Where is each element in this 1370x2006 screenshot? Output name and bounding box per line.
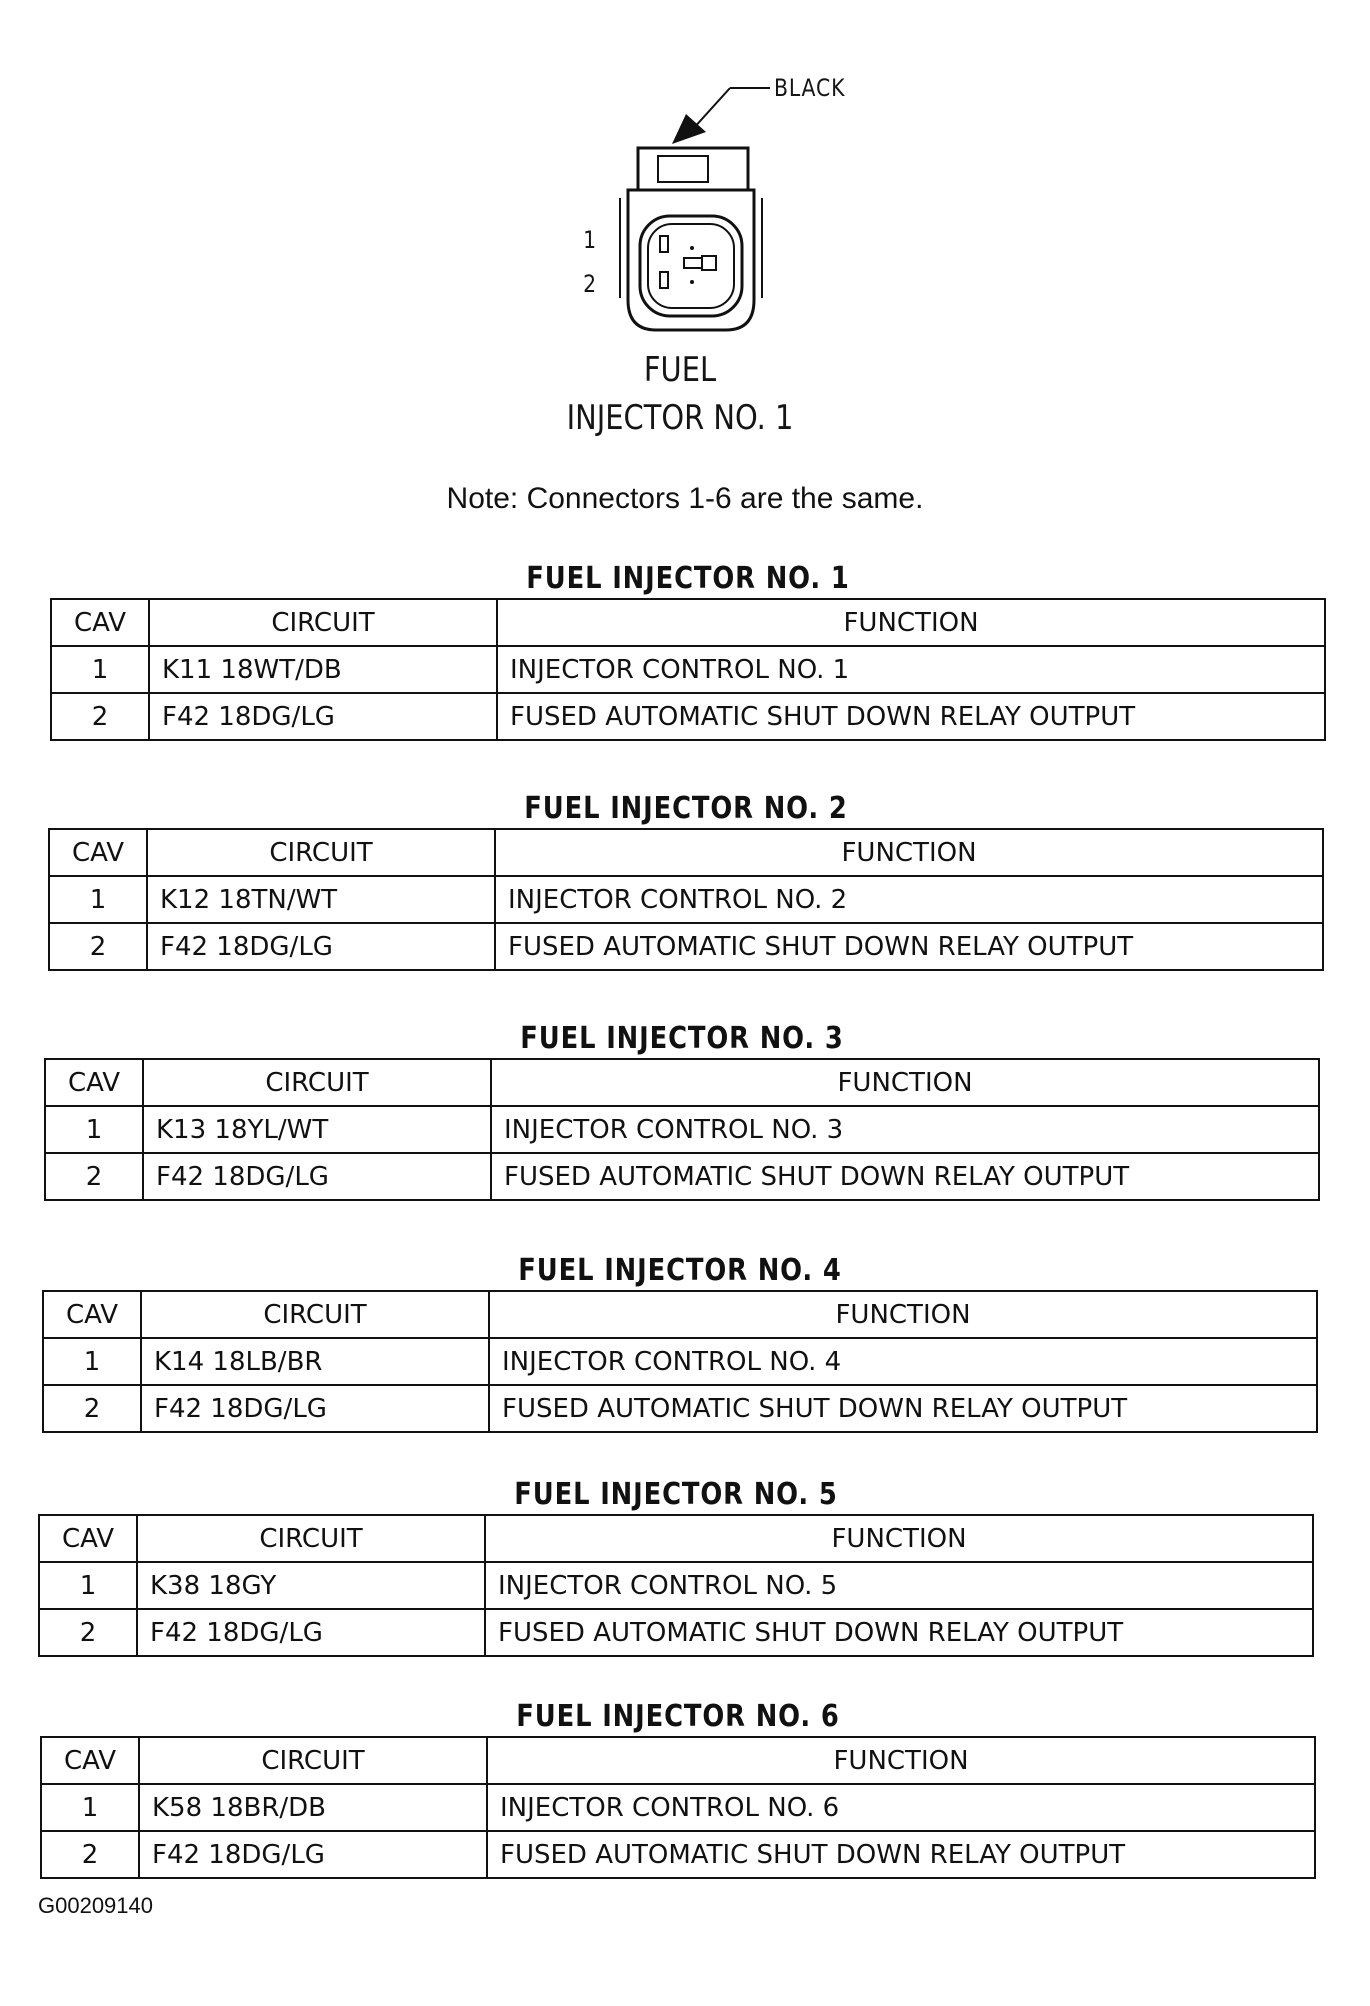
circuit-cell: K58 18BR/DB [139,1784,487,1831]
circuit-cell: F42 18DG/LG [147,923,495,970]
circuit-cell: F42 18DG/LG [149,693,497,740]
header-function: FUNCTION [487,1737,1315,1784]
circuit-cell: F42 18DG/LG [141,1385,489,1432]
injector-section-5 [38,1476,1314,1657]
pin-label-2: 2 [583,270,597,298]
table-row [49,923,1323,970]
figure-code: G00209140 [38,1893,153,1918]
table-header-row [43,1291,1317,1338]
cav-cell: 2 [43,1385,141,1432]
function-cell: INJECTOR CONTROL NO. 6 [487,1784,1315,1831]
connector-caption-line2: INJECTOR NO. 1 [566,398,794,438]
function-cell: FUSED AUTOMATIC SHUT DOWN RELAY OUTPUT [491,1153,1319,1200]
function-cell: FUSED AUTOMATIC SHUT DOWN RELAY OUTPUT [497,693,1325,740]
table-row [49,876,1323,923]
header-circuit: CIRCUIT [149,599,497,646]
cav-cell: 2 [49,923,147,970]
circuit-cell: K14 18LB/BR [141,1338,489,1385]
table-row [45,1153,1319,1200]
section-title: FUEL INJECTOR NO. 6 [516,1699,840,1734]
function-cell: FUSED AUTOMATIC SHUT DOWN RELAY OUTPUT [487,1831,1315,1878]
function-cell: INJECTOR CONTROL NO. 5 [485,1562,1313,1609]
section-title: FUEL INJECTOR NO. 2 [524,791,848,826]
pinout-table [38,1514,1314,1657]
cav-cell: 1 [45,1106,143,1153]
table-header-row [39,1515,1313,1562]
connector-diagram [560,60,880,440]
function-cell: FUSED AUTOMATIC SHUT DOWN RELAY OUTPUT [489,1385,1317,1432]
cav-cell: 2 [39,1609,137,1656]
section-title: FUEL INJECTOR NO. 1 [526,561,850,596]
header-function: FUNCTION [485,1515,1313,1562]
circuit-cell: F42 18DG/LG [137,1609,485,1656]
header-function: FUNCTION [491,1059,1319,1106]
injector-section-2 [48,790,1324,971]
header-cav: CAV [43,1291,141,1338]
injector-section-1 [50,560,1326,741]
table-row [39,1562,1313,1609]
header-function: FUNCTION [489,1291,1317,1338]
header-function: FUNCTION [497,599,1325,646]
wire-color-label: BLACK [774,74,846,102]
cav-cell: 2 [45,1153,143,1200]
table-row [45,1106,1319,1153]
cav-cell: 1 [41,1784,139,1831]
cav-cell: 1 [43,1338,141,1385]
header-circuit: CIRCUIT [147,829,495,876]
circuit-cell: F42 18DG/LG [143,1153,491,1200]
cav-cell: 2 [51,693,149,740]
cav-cell: 1 [39,1562,137,1609]
injector-section-3 [44,1020,1320,1201]
table-row [41,1831,1315,1878]
cav-cell: 1 [51,646,149,693]
circuit-cell: F42 18DG/LG [139,1831,487,1878]
circuit-cell: K13 18YL/WT [143,1106,491,1153]
function-cell: INJECTOR CONTROL NO. 4 [489,1338,1317,1385]
pinout-table [40,1736,1316,1879]
function-cell: INJECTOR CONTROL NO. 3 [491,1106,1319,1153]
injector-section-4 [42,1252,1318,1433]
section-title: FUEL INJECTOR NO. 4 [518,1253,842,1288]
header-circuit: CIRCUIT [141,1291,489,1338]
header-cav: CAV [49,829,147,876]
pinout-table [44,1058,1320,1201]
pinout-table [42,1290,1318,1433]
function-cell: FUSED AUTOMATIC SHUT DOWN RELAY OUTPUT [495,923,1323,970]
header-circuit: CIRCUIT [137,1515,485,1562]
function-cell: INJECTOR CONTROL NO. 2 [495,876,1323,923]
function-cell: FUSED AUTOMATIC SHUT DOWN RELAY OUTPUT [485,1609,1313,1656]
connector-caption-line1: FUEL [643,350,717,390]
circuit-cell: K38 18GY [137,1562,485,1609]
header-function: FUNCTION [495,829,1323,876]
pinout-table [48,828,1324,971]
table-header-row [49,829,1323,876]
circuit-cell: K11 18WT/DB [149,646,497,693]
function-cell: INJECTOR CONTROL NO. 1 [497,646,1325,693]
table-row [51,646,1325,693]
table-header-row [41,1737,1315,1784]
cav-cell: 1 [49,876,147,923]
table-row [41,1784,1315,1831]
section-title: FUEL INJECTOR NO. 3 [520,1021,844,1056]
header-cav: CAV [41,1737,139,1784]
table-row [43,1385,1317,1432]
header-cav: CAV [45,1059,143,1106]
cav-cell: 2 [41,1831,139,1878]
header-cav: CAV [51,599,149,646]
circuit-cell: K12 18TN/WT [147,876,495,923]
header-circuit: CIRCUIT [143,1059,491,1106]
table-row [51,693,1325,740]
pinout-table [50,598,1326,741]
header-circuit: CIRCUIT [139,1737,487,1784]
injector-section-6 [40,1698,1316,1879]
header-cav: CAV [39,1515,137,1562]
table-header-row [51,599,1325,646]
table-row [43,1338,1317,1385]
table-header-row [45,1059,1319,1106]
table-row [39,1609,1313,1656]
section-title: FUEL INJECTOR NO. 5 [514,1477,838,1512]
connector-note: Note: Connectors 1-6 are the same. [446,482,924,515]
pin-label-1: 1 [583,226,597,254]
